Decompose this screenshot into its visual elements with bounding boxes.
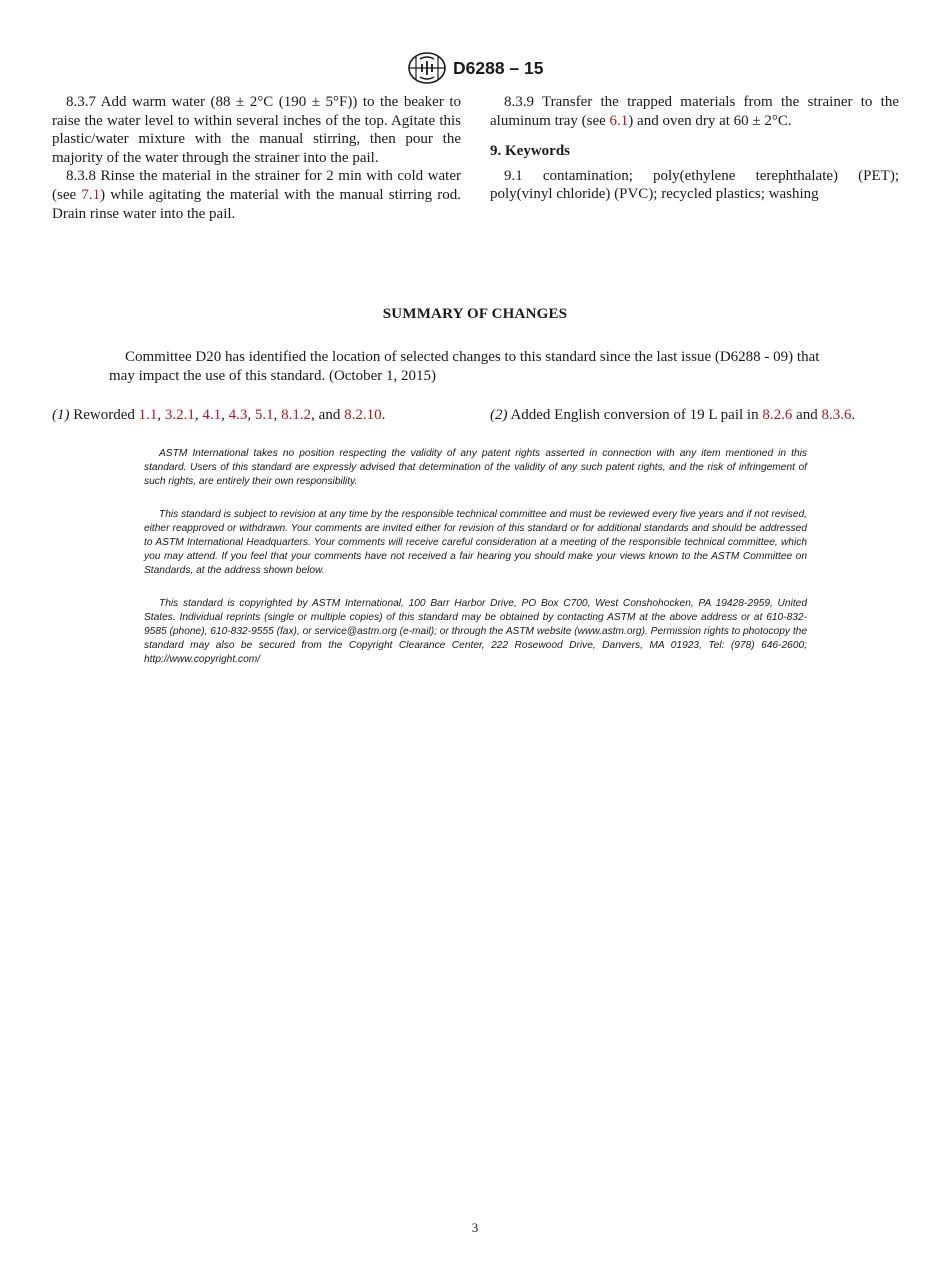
paragraph-8-3-8 [52,167,461,223]
ref-link-4-1[interactable]: 4.1 [202,407,222,423]
ref-link-5-1[interactable]: 5.1 [254,407,274,423]
ref-link-7-1[interactable]: 7.1 [81,186,101,203]
summary-intro-text: Committee D20 has identified the location of selected changes to this standard since the last issue (D6288 - 09) that may impact the use of this standard. (October 1, 2015) [109,349,820,384]
document-id: D6288 – 15 [453,58,544,78]
paragraph-9-1: 9.1 contamination; poly(ethylene terephthalate) (PET); poly(vinyl chloride) (PVC); recycled plastics; washing [490,167,899,203]
change-item-2: (2) Added English conversion of 19 L pail in 8.2.6 and 8.3.6. [490,407,856,423]
astm-logo-icon [408,52,446,84]
change-number: (1) [52,407,70,423]
right-column [490,93,899,204]
left-column [52,93,461,223]
paragraph-8-3-9-text-end: ) and oven dry at 60 ± 2°C. [628,112,792,129]
ref-link-8-2-6[interactable]: 8.2.6 [762,407,793,423]
page-number: 3 [471,1220,479,1235]
summary-title: SUMMARY OF CHANGES [382,306,568,322]
paragraph-8-3-9 [490,93,899,130]
summary-intro [109,348,844,386]
change-item-1: (1) Reworded 1.1, 3.2.1, 4.1, 4.3, 5.1, 8.1.2, and 8.2.10. [52,407,386,423]
ref-link-8-3-6[interactable]: 8.3.6 [821,407,852,423]
patent-notice [144,447,807,489]
ref-link-4-3[interactable]: 4.3 [228,407,248,423]
copyright-notice-text: This standard is copyrighted by ASTM International, 100 Barr Harbor Drive, PO Box C700, West Conshohocken, PA 19428-2959, United States. Individual reprints (single or multiple copies) of this standard may be obtained by contacting ASTM at the above address or at 610-832-9585 (phone), 610-832-9555 (fax), or service@astm.org (e-mail); or through the ASTM website (www.astm.org). Permission rights to photocopy the standard may also be secured from the Copyright Clearance Center, 222 Rosewood Drive, Danvers, MA 01923, Tel: (978) 646-2600; http://www.copyright.com/ [144,598,807,665]
change-and: and [318,407,341,423]
change-text: Added English conversion of 19 L pail in [510,407,759,423]
change-number: (2) [490,407,508,423]
paragraph-8-3-9-text: 8.3.9 Transfer the trapped materials from the strainer to the aluminum tray (see [490,94,899,129]
change-text: Reworded [73,407,135,423]
ref-link-8-2-10[interactable]: 8.2.10 [344,407,382,423]
patent-notice-text: ASTM International takes no position respecting the validity of any patent rights asserted in connection with any item mentioned in this standard. Users of this standard are expressly advised that determination of the validity of any such patent rights, and the risk of infringement of such rights, are entirely their own responsibility. [144,448,807,487]
paragraph-8-3-7: 8.3.7 Add warm water (88 ± 2°C (190 ± 5°F)) to the beaker to raise the water level to within several inches of the top. Agitate this plastic/water mixture with the manual stirring, then pour the majority of the water through the strainer into the pail. [52,94,461,166]
revision-notice [144,508,807,578]
ref-link-8-1-2[interactable]: 8.1.2 [281,407,312,423]
page-header [0,52,950,86]
ref-link-1-1[interactable]: 1.1 [138,407,158,423]
ref-link-3-2-1[interactable]: 3.2.1 [164,407,195,423]
keywords-heading: 9. Keywords [490,143,570,160]
paragraph-8-3-8-text-end: ) while agitating the material with the manual stirring rod. Drain rinse water into the pail. [52,186,461,222]
paragraph-8-3-8-text: 8.3.8 Rinse the material in the strainer for 2 min with cold water (see [52,168,461,203]
change-and: and [796,407,818,423]
ref-link-6-1[interactable]: 6.1 [609,112,629,129]
copyright-notice [144,597,807,667]
revision-notice-text: This standard is subject to revision at any time by the responsible technical committee and must be reviewed every five years and if not revised, either reapproved or withdrawn. Your comments are invited either for revision of this standard or for additional standards and should be addressed to ASTM International Headquarters. Your comments will receive careful consideration at a meeting of the responsible technical committee, which you may attend. If you feel that your comments have not received a fair hearing you should make your views known to the ASTM Committee on Standards, at the address shown below. [144,509,807,576]
